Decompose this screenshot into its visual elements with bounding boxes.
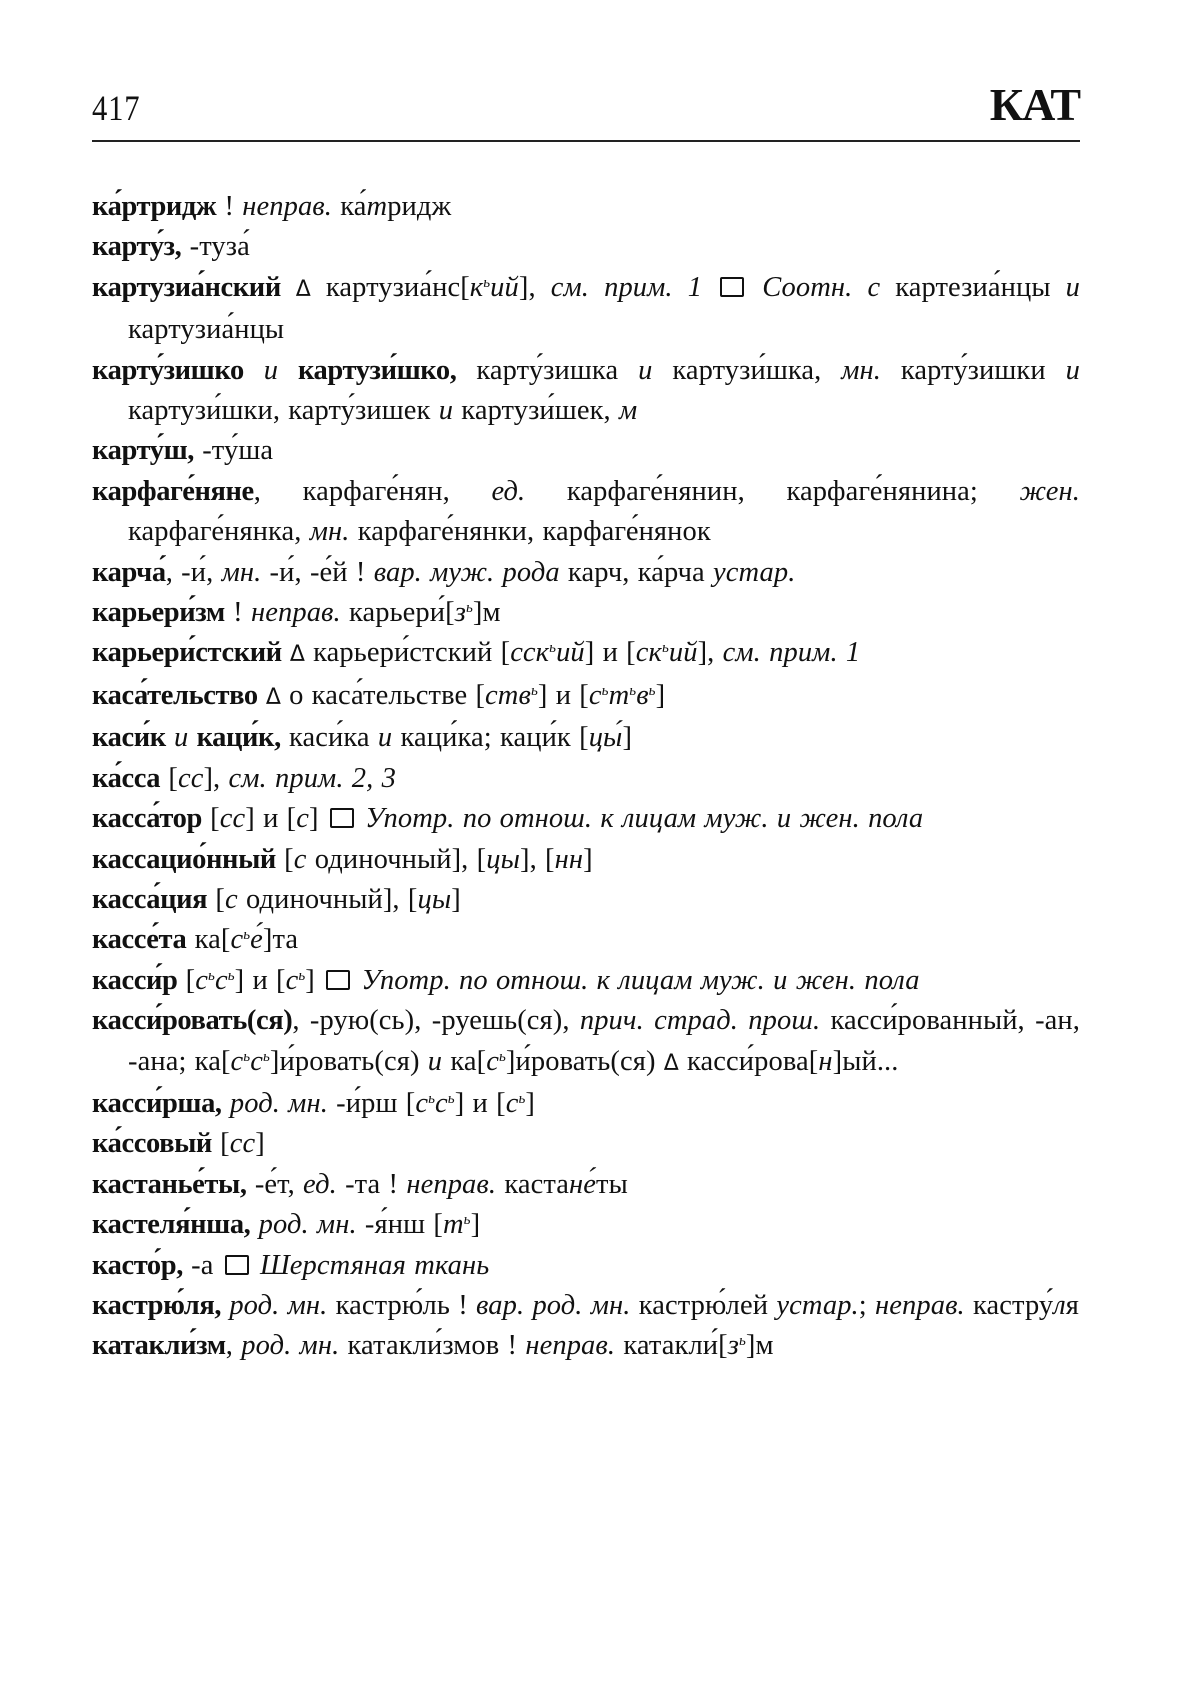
entry-text: ]: [583, 843, 593, 875]
headword: карту́з,: [92, 231, 182, 263]
entry-text: одиночный], [: [306, 843, 487, 875]
headword: картузиа́нский: [92, 271, 281, 303]
entry-text: карч, ка́рча: [559, 556, 714, 588]
delta-icon: Δ: [663, 1050, 688, 1076]
entry-text: ] и [: [537, 679, 589, 711]
italic-label: род. мн.: [258, 1209, 357, 1241]
entry-text: [: [211, 1128, 230, 1160]
italic-label: с: [588, 679, 602, 711]
dictionary-entry: [92, 593, 1080, 633]
softness-mark: ь: [601, 682, 609, 699]
dictionary-entry: [92, 227, 1080, 267]
running-head: КАТ: [989, 79, 1080, 130]
italic-label: нн: [554, 843, 584, 875]
headword: ка́ртридж: [92, 191, 217, 222]
italic-label: в: [636, 679, 649, 711]
headword: кассе́та: [92, 924, 187, 956]
entry-text: карьери́стский [: [313, 637, 511, 669]
dictionary-entry: [92, 472, 1080, 553]
headword: касси́ровать(ся): [92, 1005, 293, 1037]
dictionary-entry: [92, 920, 1080, 960]
italic-label: цы́: [588, 722, 623, 754]
dictionary-entry: [92, 553, 1080, 593]
dictionary-entry: [92, 718, 1080, 758]
italic-label: и: [173, 722, 189, 754]
entry-text: ридж: [387, 191, 452, 222]
entry-text: картузи́шек,: [453, 395, 619, 427]
headword: карьери́стский: [92, 637, 282, 669]
softness-mark: ь: [298, 967, 306, 984]
italic-label: жен.: [1019, 475, 1080, 507]
dictionary-entry: [92, 1246, 1080, 1286]
entry-text: каста: [496, 1168, 570, 1200]
italic-label: с: [486, 1045, 499, 1077]
italic-label: устар.: [713, 556, 796, 588]
entry-text: ]: [525, 1087, 535, 1119]
dictionary-entry: [92, 961, 1080, 1001]
dictionary-entry: [92, 1084, 1080, 1124]
entry-text: , карфаге́нян,: [253, 475, 492, 507]
dictionary-entry: [92, 759, 1080, 799]
dictionary-entry: [92, 799, 1080, 839]
italic-label: ий: [668, 637, 698, 669]
italic-label: ий: [556, 637, 585, 669]
softness-mark: ь: [227, 967, 235, 984]
entry-text: о каса́тельстве [: [289, 679, 486, 711]
headword: касси́рша,: [92, 1087, 222, 1119]
softness-mark: ь: [262, 1048, 270, 1065]
italic-label: и: [427, 1045, 443, 1077]
headword: карфаге́няне: [92, 475, 254, 507]
italic-label: мн.: [309, 516, 350, 548]
dictionary-entry: [92, 1205, 1080, 1245]
entry-text: ]та: [262, 924, 299, 956]
entry-text: я: [1065, 1289, 1080, 1321]
headword: кастанье́ты,: [92, 1168, 247, 1200]
softness-mark: ь: [629, 682, 637, 699]
entry-text: -я́нш [: [356, 1209, 443, 1241]
entry-text: [278, 355, 298, 386]
italic-label: мн.: [221, 556, 262, 588]
entry-text: карфаге́нянки, карфаге́нянок: [349, 516, 711, 548]
softness-mark: ь: [243, 1048, 251, 1065]
entry-text: [: [275, 843, 294, 875]
italic-label: н: [818, 1045, 833, 1077]
entry-text: [244, 355, 264, 386]
entry-text: ],: [518, 271, 551, 303]
entry-text: ка́: [332, 191, 367, 222]
entry-text: ]: [470, 1209, 481, 1241]
softness-mark: ь: [738, 1333, 746, 1350]
italic-label: с: [415, 1087, 429, 1119]
headword: каса́тельство: [92, 679, 258, 711]
usage-note-box-icon: [720, 277, 744, 297]
italic-label: сс: [219, 803, 246, 835]
softness-mark: ь: [447, 1090, 455, 1107]
headword: кастрю́ля,: [92, 1289, 222, 1321]
entry-text: [702, 272, 717, 303]
entry-text: [357, 803, 365, 834]
entry-text: кастрю́ль !: [327, 1289, 477, 1321]
entry-text: -е́т,: [246, 1168, 304, 1200]
italic-label: с: [230, 924, 244, 956]
dictionary-entry: [92, 431, 1080, 471]
italic-label: мн.: [841, 354, 882, 386]
dictionary-entry: [92, 1165, 1080, 1205]
delta-icon: Δ: [280, 276, 326, 302]
dictionary-entry: [92, 1124, 1080, 1164]
entry-text: [: [201, 803, 220, 835]
entry-text: ;: [858, 1289, 876, 1321]
entry-text: [166, 722, 174, 753]
italic-label: с: [285, 964, 299, 996]
italic-label: ий: [490, 271, 519, 303]
entry-text: кастрю́лей: [630, 1289, 777, 1321]
entry-text: каси́ка: [280, 722, 378, 754]
italic-label: ед.: [303, 1168, 337, 1200]
italic-label: и: [263, 354, 279, 386]
entry-text: картузиа́нцы: [128, 314, 285, 346]
entry-text: , -и́,: [165, 556, 222, 588]
italic-label: и: [1065, 271, 1080, 303]
italic-label: ств: [485, 679, 531, 711]
headword: карьери́зм: [92, 597, 225, 629]
softness-mark: ь: [648, 682, 656, 699]
italic-label: неправ.: [251, 597, 341, 629]
entry-text: ] и [: [454, 1087, 506, 1119]
italic-label: к: [469, 271, 484, 303]
softness-mark: ь: [549, 640, 557, 657]
entry-text: ]м: [472, 597, 501, 629]
italic-label: с: [250, 1045, 263, 1077]
entry-text: , -рую(сь), -руешь(ся),: [292, 1005, 580, 1037]
entry-text: !: [216, 191, 243, 222]
entry-text: карьери́[: [340, 597, 455, 629]
entry-text: карту́зишки: [881, 354, 1066, 386]
entry-text: ] и [: [245, 803, 297, 835]
headword: карча́: [92, 556, 166, 588]
italic-label: неправ.: [525, 1330, 616, 1362]
entry-text: катакли́[: [615, 1330, 728, 1362]
entry-text: ты: [596, 1168, 628, 1200]
entry-text: ]ый...: [832, 1045, 899, 1077]
entry-text: картузи́шка,: [652, 354, 842, 386]
headword: ка́ссовый: [92, 1128, 212, 1160]
italic-label: с: [195, 964, 208, 996]
entry-text: ]м: [745, 1330, 774, 1362]
headword: ка́сса: [92, 762, 161, 794]
dictionary-entry: [92, 1286, 1080, 1326]
entry-text: [: [207, 883, 226, 915]
italic-label: ск: [635, 637, 662, 669]
italic-label: с: [293, 843, 307, 875]
italic-label: т: [366, 191, 388, 222]
entry-text: ] и [: [584, 637, 636, 669]
italic-label: Шерстяная ткань: [259, 1249, 490, 1281]
headword: касто́р,: [92, 1249, 183, 1281]
entry-text: ]: [622, 722, 633, 754]
headword: касса́ция: [92, 883, 208, 915]
entry-text: ка[: [442, 1045, 487, 1077]
dictionary-entry: [92, 676, 1080, 718]
entry-text: ], [: [520, 843, 555, 875]
softness-mark: ь: [463, 1212, 471, 1229]
entry-text: ]: [255, 1128, 265, 1160]
italic-label: род. мн.: [241, 1330, 340, 1362]
entry-text: ],: [203, 762, 229, 794]
headword: кассацио́нный: [92, 843, 276, 875]
entry-text: ка[: [186, 924, 231, 956]
entry-text: картезиа́нцы: [880, 271, 1066, 303]
usage-note-box-icon: [326, 970, 350, 990]
entry-text: ]: [309, 803, 327, 835]
italic-label: вар. род. мн.: [476, 1289, 631, 1321]
entry-text: -и́, -е́й !: [261, 556, 374, 588]
italic-label: з: [727, 1330, 739, 1362]
italic-label: прич. страд. прош.: [579, 1005, 821, 1037]
dictionary-entry: [92, 633, 1080, 675]
italic-label: ед.: [491, 475, 526, 507]
entry-text: ,: [225, 1330, 242, 1362]
entry-text: ] и [: [234, 964, 286, 996]
entry-text: [: [160, 762, 178, 794]
delta-icon: Δ: [281, 642, 314, 668]
entry-text: карфаге́нянка,: [128, 516, 310, 548]
italic-label: и: [638, 354, 653, 386]
italic-label: с: [296, 803, 309, 835]
italic-label: з: [454, 597, 466, 629]
italic-label: неправ.: [875, 1289, 965, 1321]
dictionary-entry: [92, 268, 1080, 351]
softness-mark: ь: [661, 640, 669, 657]
italic-label: род. мн.: [229, 1289, 328, 1321]
entry-text: [: [177, 964, 196, 996]
entry-text: кастру́: [964, 1289, 1054, 1321]
entry-text: ]и́ровать(ся): [269, 1045, 428, 1077]
italic-label: сс: [177, 762, 204, 794]
dictionary-entry: [92, 880, 1080, 920]
italic-label: вар. муж. рода: [373, 556, 560, 588]
italic-label: Соотн. с: [762, 271, 881, 303]
italic-label: Употр. по отнош. к лицам муж. и жен. пола: [365, 803, 924, 835]
italic-label: Употр. по отнош. к лицам муж. и жен. пола: [361, 964, 920, 996]
entry-text: ]: [655, 679, 666, 711]
entry-text: -та !: [336, 1168, 407, 1200]
entry-text: -а: [182, 1249, 222, 1281]
italic-label: с: [435, 1087, 448, 1119]
italic-label: см. прим. 2, 3: [228, 762, 396, 794]
entry-text: -ту́ша: [193, 435, 274, 467]
headword: кастеля́нша,: [92, 1209, 251, 1241]
headword: каси́к: [92, 722, 166, 754]
entry-text: каци́ка; каци́к [: [392, 722, 589, 754]
italic-label: и: [377, 722, 393, 754]
softness-mark: ь: [498, 1048, 506, 1065]
entry-text: [252, 1250, 260, 1281]
italic-label: не́: [569, 1168, 597, 1200]
headword: касси́р: [92, 964, 178, 996]
softness-mark: ь: [518, 1090, 526, 1107]
headword: касса́тор: [92, 803, 202, 835]
softness-mark: ь: [483, 274, 491, 291]
italic-label: сс: [229, 1128, 256, 1160]
dictionary-entry: [92, 187, 1080, 227]
entry-text: ]: [305, 964, 324, 996]
entry-text: карту́зишка: [456, 354, 639, 386]
entry-text: -и́рш [: [327, 1087, 416, 1119]
italic-label: и: [438, 395, 454, 427]
italic-label: с: [225, 883, 238, 915]
italic-label: и: [1065, 354, 1080, 386]
headword: карту́ш,: [92, 435, 194, 467]
softness-mark: ь: [428, 1090, 436, 1107]
entry-text: ]и́ровать(ся): [505, 1045, 664, 1077]
softness-mark: ь: [465, 600, 473, 617]
entry-text: ],: [697, 637, 723, 669]
entry-text: [250, 1209, 258, 1240]
italic-label: неправ.: [242, 191, 333, 222]
entry-text: ]: [451, 883, 461, 915]
entry-text: катакли́змов !: [339, 1330, 526, 1362]
italic-label: цы: [486, 843, 520, 875]
usage-note-box-icon: [225, 1255, 249, 1275]
italic-label: т: [442, 1209, 464, 1241]
header-rule: [92, 140, 1080, 142]
softness-mark: ь: [208, 967, 215, 984]
headword: катакли́зм: [92, 1330, 226, 1362]
italic-label: цы: [417, 883, 452, 915]
italic-label: с: [230, 1045, 244, 1077]
entry-text: картузи́шки, карту́зишек: [128, 395, 439, 427]
headword: карту́зишко: [92, 354, 244, 386]
italic-label: сск: [510, 637, 550, 669]
italic-label: род. мн.: [229, 1087, 328, 1119]
entry-text: [188, 722, 196, 753]
entry-text: [747, 272, 762, 303]
italic-label: неправ.: [406, 1168, 497, 1200]
dictionary-entry: [92, 840, 1080, 880]
headword: картузи́шко,: [297, 354, 457, 386]
entry-text: карфаге́нянин, карфаге́нянина;: [525, 475, 1020, 507]
italic-label: см. прим. 1: [550, 271, 703, 303]
usage-note-box-icon: [330, 808, 354, 828]
entry-text: картузиа́нс[: [325, 271, 470, 303]
entry-text: одиночный], [: [237, 883, 418, 915]
delta-icon: Δ: [257, 684, 290, 710]
italic-label: т: [608, 679, 630, 711]
italic-label: см. прим. 1: [722, 637, 861, 669]
page-number: 417: [92, 88, 141, 128]
entry-text: !: [224, 597, 251, 629]
italic-label: е́: [250, 924, 263, 956]
softness-mark: ь: [243, 927, 251, 944]
entry-text: касси́рова[: [687, 1045, 819, 1077]
entry-text: [222, 1088, 230, 1119]
headword: каци́к,: [196, 722, 281, 754]
italic-label: м: [618, 395, 638, 427]
dictionary-entry: [92, 351, 1080, 432]
softness-mark: ь: [530, 682, 538, 699]
entry-text: касси́рованный, -ан, -ана; ка[: [128, 1005, 1080, 1077]
entry-text: -туза́: [181, 231, 250, 263]
italic-label: с: [505, 1087, 519, 1119]
italic-label: с: [214, 964, 228, 996]
italic-label: устар.: [776, 1289, 859, 1321]
dictionary-entry: [92, 1001, 1080, 1084]
entry-list: [92, 187, 1080, 1367]
dictionary-entry: [92, 1326, 1080, 1366]
italic-label: л: [1053, 1289, 1066, 1321]
